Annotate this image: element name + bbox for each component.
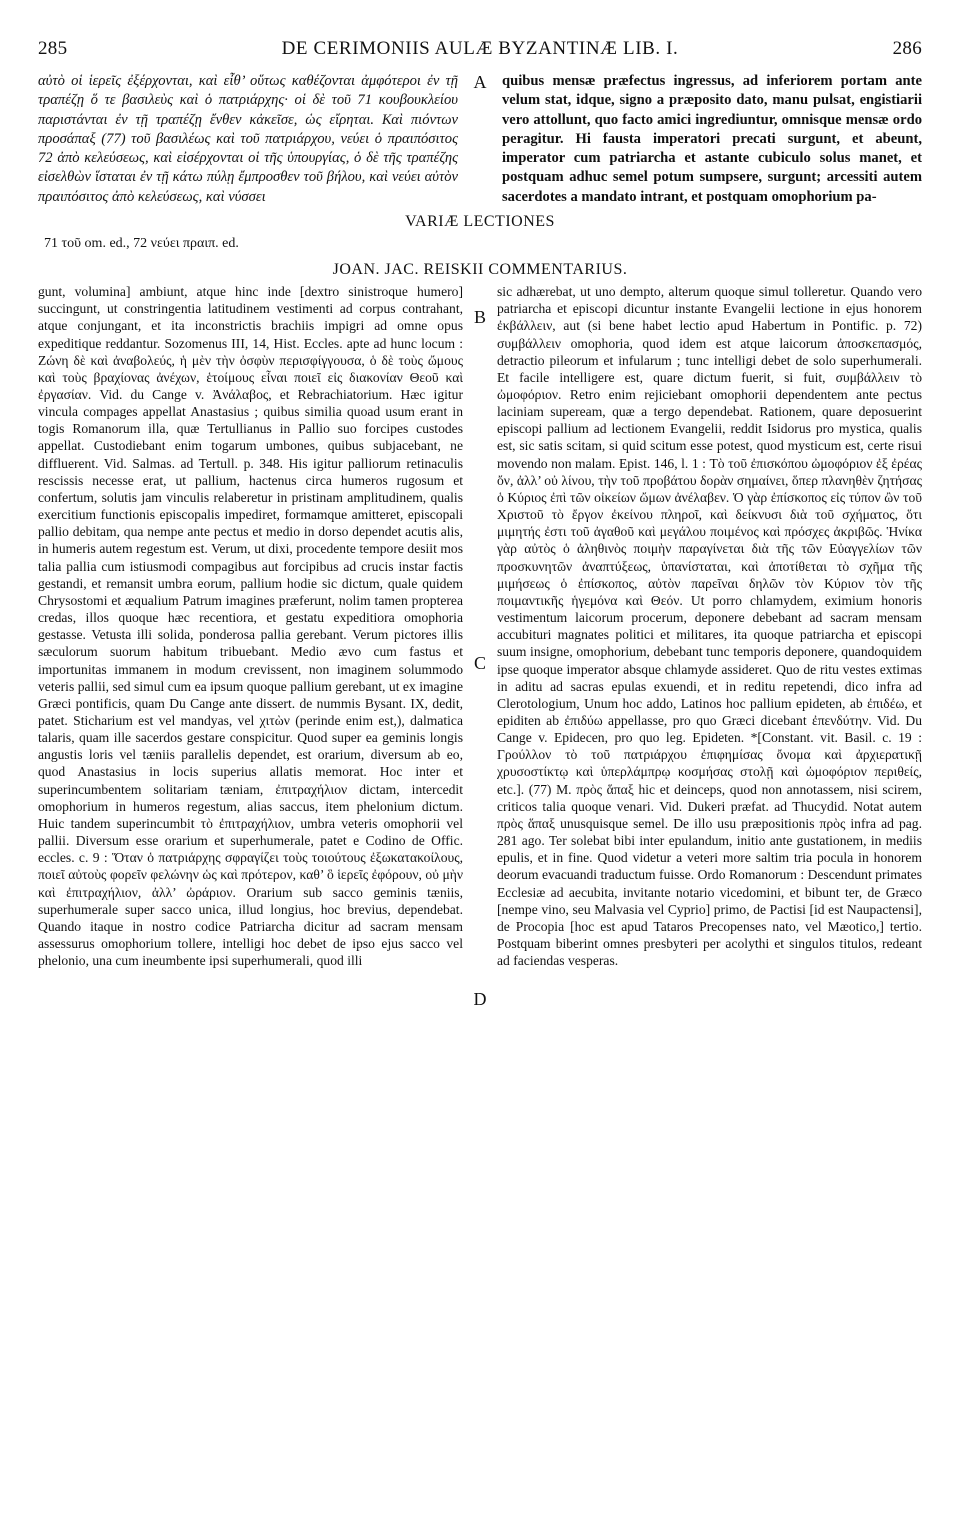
variant-note-71: 71 τοῦ om. ed. <box>44 236 127 252</box>
variant-notes: 71 τοῦ om. ed., 72 νεύει πραιπ. ed. <box>44 236 239 252</box>
greek-text: αὐτὸ οἱ ἱερεῖς ἐξέρχονται, καὶ εἶθ’ οὕτως καθέζονται ἀμφότεροι ἐν τῇ τραπέζῃ ὅ τε βασιλεὺς καὶ ὁ πατριάρχης· οἱ δὲ τοῦ 71 κουβουκλείου παριστάνται ἐν τῇ τραπέζῃ ἔνθεν κἀκεῖσε, ὡς εἴρηται. Καὶ πιόντων προσάπαξ (77) τοῦ βασιλέως καὶ τοῦ πατριάρχου, νεύει ὁ πραιπόσιτος 72 ἀπὸ κελεύσεως, καὶ εἰσέρχονται οἱ τῆς ὑπουργίας, ὁ δὲ τῆς τραπέζης εἰσελθὼν ἵσταται ἐν τῇ κάτω πύλῃ ἔμπροσθεν τοῦ βήλου, καὶ νεύει αὐτὸν πραιπόσιτος ἀπὸ κελεύσεως, καὶ νύσσει <box>38 73 458 205</box>
column-marker-b: B <box>473 307 486 328</box>
column-marker-d: D <box>473 989 487 1010</box>
commentary-right-column <box>487 283 922 969</box>
column-marker-c: C <box>473 653 486 674</box>
commentary-heading: JOAN. JAC. REISKII COMMENTARIUS. <box>332 261 628 279</box>
variant-note-72: 72 νεύει πραιπ. ed. <box>133 236 239 252</box>
commentary-left-text: gunt, volumina] ambiunt, atque hinc inde [dextro sinistroque humero] succingunt, ut constringentia latitudinem vestimenti ad corpus contrahant, atque conjungant, et ita inconstrictis brachiis impigri ad omne opus expeditique reddantur. Sozomenus III, 14, Hist. Eccles. apte ad hunc locum : Ζώνη δὲ καὶ ἀναβολεύς, ἡ μὲν τὴν ὀσφὺν περισφίγγουσα, ὁ δὲ τοὺς ὤμους καὶ τοὺς βραχίονας ἀνέχων, ἑτοίμους εἶναι ποιεῖ εἰς διακονίαν Θεοῦ καὶ ἐργασίαν. Vid. du Cange v. Ἀνάλαβος, et Rebrachiatorium. Hæc igitur vincula compages appellat Anastasius ; quibus similia quoad usum erant in togis Romanorum illa, quæ Tertullianus in Pallio suo forcipes custodes appellat. Custodiebant enim togarum umbones, quibus subjacebant, ne diffluerent. Vid. Salmas. ad Tertull. p. 348. His igitur palliorum retinaculis rescissis necesse erat, ut pallium, hactenus circa humeros rugosum et confertum, solutis jam vinculis relaberetur in pristinam amplitudinem, qualis exercitium functionis episcopalis impediret, formamque amitteret, episcopali pallio debitam, qua nempe ante pectus et medio in dorso dependet acutis alis, in humeris autem regestum est. Verum, ut dixi, procedente tempore desiit mos talia pallia cum istiusmodi compagibus aut forcipibus ad crucis instar factis gestandi, et remansit umbra eorum, pallium hodie sic dictum, quale quidem Chrysostomi et æqualium Patrum imagines præferunt, nolim tamen propterea credas, illos quoque hæc recentiora, et gestatu expeditiora omophoria gestasse. Vetusta illi solida, ponderosa pallia gerebant. Verum pictores illis sæculorum suorum habitum tribuebant. Medio ævo cum fastus et importunitas immanem in modum crevissent, non imaginem solummodo veteris pallii, sed simul cum ea ipsum quoque pallium gerebant, ut ex imagine Græci pontificis, quam Du Cange ante dissert. de nummis Bysant. IX, dedit, patet. Sticharium est vel mandyas, vel χιτὼν (perinde enim est,), dalmatica talaris, quam ille sacerdos gestare conspicitur. Quod super ea geminis longis angustis loris vel tæniis parallelis dependet, est orarium, diversum ab eo, quod Anastasius in locis superius allatis memorat. Hoc inter et superincumbentem solitariam tæniam, ἐπιτραχήλιον dictam, intercedit omophorium in humeros regestum, alias saccus, item phelonium dictum. Huic tandem superincumbit τὸ ἐπιτραχήλιον, umbra veteris omophorii vel pallii. Diversum esse orarium et superhumerale, patet e Codino de Offic. eccles. c. 9 : Ὅταν ὁ πατριάρχης σφραγίζει τοὺς τοιούτους ἐξωκατακοίλους, ποιεῖ αὐτοὺς φορεῖν φελώνην ὡς καὶ πρότερον, καθ’ ὃ ἱερεῖς ἐφόρουν, οὐ μὴν καὶ ἐπιτραχήλιον, ἀλλ’ ὠράριον. Orarium sub sacco geminis tæniis, superhumerale super sacco unica, illud longius, hoc brevius, dependebat. Quando itaque in nostro codice Patriarcha dicitur ad sacram mensam assessurus omophorium tollere, intelligi hoc debet de ipso ejus sacco vel phelonio, una cum ineumbente ipsi superhumerali, quod illi <box>38 284 463 969</box>
commentary <box>38 283 922 1010</box>
left-page-number: 285 <box>38 38 68 59</box>
running-header <box>38 38 922 70</box>
commentary-left-column <box>38 283 473 969</box>
latin-text-column <box>488 72 922 207</box>
variae-lectiones-heading: VARIÆ LECTIONES <box>405 213 555 231</box>
main-text <box>38 72 922 207</box>
latin-text: quibus mensæ præfectus ingressus, ad inferiorem portam ante velum stat, idque, signo a præposito dato, manu pulsat, engistiarii vero attollunt, quo facto amici ingrediuntur, omnisque mensæ ordo peragitur. Hi fausta imperatori precati surgunt, et abeunt, imperator cum patriarcha et astante cubiculo solus manet, et postquam adhuc semel potum sumpsere, surgunt; arcessiti autem sacerdotes a mandato intrant, et postquam omophorium pa- <box>502 73 922 205</box>
commentary-right-text: sic adhærebat, ut uno dempto, alterum quoque simul tolleretur. Quando vero patriarcha et episcopi dicuntur instante Evangelii lectione in ejus honorem ἐκβάλλειν, aut (si bene habet lectio apud Habertum in Pontific. p. 72) συμβάλλειν omophoria, quod idem est atque laicorum ἀποσκεπασμός, detractio pileorum et infularum ; tunc intelligi debet de solo superhumerali. Et facile intelligere est, quare dictum fuerit, si fuit, συμβάλλειν τὸ ὠμοφόριον. Retro enim rejiciebant omophorii dependentem ante pectus laciniam supeream, quæ a tergo dependebat. Rationem, quare deposuerint episcopi pallium ad lectionem Evangelii, reddit Isidorus pro mystica, qualis est, sic satis scitam, si quid scitum esse potest, quod mysticum est, certe risui movendo non malam. Epist. 146, l. 1 : Τὸ τοῦ ἐπισκόπου ὠμοφόριον ἐξ ἐρέας ὄν, ἀλλ’ οὐ λίνου, τὴν τοῦ προβάτου δορὰν σημαίνει, ὅπερ πλανηθὲν ζητήσας ὁ Κύριος ἐπὶ τῶν οἰκείων ὤμων ἀνέλαβεν. Ὁ γὰρ ἐπίσκοπος εἰς τύπον ὢν τοῦ Χριστοῦ τὸ ἔργον ἐκείνου πληροῖ, καὶ δείκνυσι διὰ τοῦ σχήματος, ὅτι μιμητής ἐστι τοῦ ἀγαθοῦ καὶ μεγάλου ποιμένος καὶ πρόσχες ἀκριβῶς. Ἡνίκα γὰρ αὐτὸς ὁ ἀληθινὸς ποιμὴν παραγίνεται διὰ τῆς τῶν Εὐαγγελίων τῶν προσκυνητῶν ἀναπτύξεως, ὑπανίσταται, καὶ ἀποτίθεται τὸ σχῆμα τῆς μιμήσεως ὁ ἐπίσκοπος, αὐτὸν παρεῖναι δηλῶν τὸν Κύριον τὸν τῆς ποιμαντικῆς ἡγεμόνα καὶ Θεόν. Ut porro chlamydem, eximium honoris vestimentum laicorum procerum, deponere debebant ad sacram mensam accubituri magnates politici et militares, ita quoque patriarcha et episcopi suum insigne, omophorium, debebant tunc temporis deponere, quandoquidem ipse quoque imperator absque chlamyde assideret. Quo de ritu vestes extimas in aditu ad sacras epulas exuendi, et in reditu repetendi, dico infra ad Clerotologium, Unum hoc addo, Latinos hoc pallium epideten, ab ἐπιδέω, et epiditen ab ἐπιδύω appellasse, pro quo Græci dicebant ἐπενδύτην. Vid. Du Cange v. Epidecen, pro quo leg. Epideten. *[Constant. vit. Basil. c. 19 : Γρούλλον τὸ τοῦ πατριάρχου ἐπιφημίσας ὄνομα καὶ ἀρχιερατικῇ χρυσοστίκτῳ καὶ ὑπερλάμπρῳ κοσμήσας στολῇ καὶ ὠμοφόριον περιθείς, etc.]. (77) M. πρὸς ἅπαξ hic et deinceps, quod non annotassem, nisi scirem, criticos talia quoque venari. Vid. Dukeri præfat. ad Thucydid. Notat autem πρὸς ἅπαξ unusquisque semel. De illo usu præpositionis πρὸς infra ad pag. 281 ago. Ter solebat bibi inter epulandum, initio ante gustationem, in mediis epulis, et in fine. Quod videtur a veteri more saltim tria pocula in honorem deorum evacuandi traductum fuisse. Ordo Romanorum : Descendunt primates Ecclesiæ ad aecubita, invitante notario vicedomini, et bibunt ter, de Græco [nempe vino, seu Malvasia vel Cyprio] primo, de Pactisi [id est Naupactensi], de Procopia [hoc est apud Tataros Precopenses nato, vel Mæotico,] tertio. Postquam biberint omnes presbyteri per acolythi et singulos titulos, redeant ad faciendas vesperas. <box>497 284 922 969</box>
commentary-markers <box>473 283 487 1010</box>
right-page-number: 286 <box>892 38 922 59</box>
greek-text-column <box>38 72 472 207</box>
column-marker-a: A <box>473 72 487 92</box>
running-title: DE CERIMONIIS AULÆ BYZANTINÆ LIB. I. <box>281 38 679 59</box>
